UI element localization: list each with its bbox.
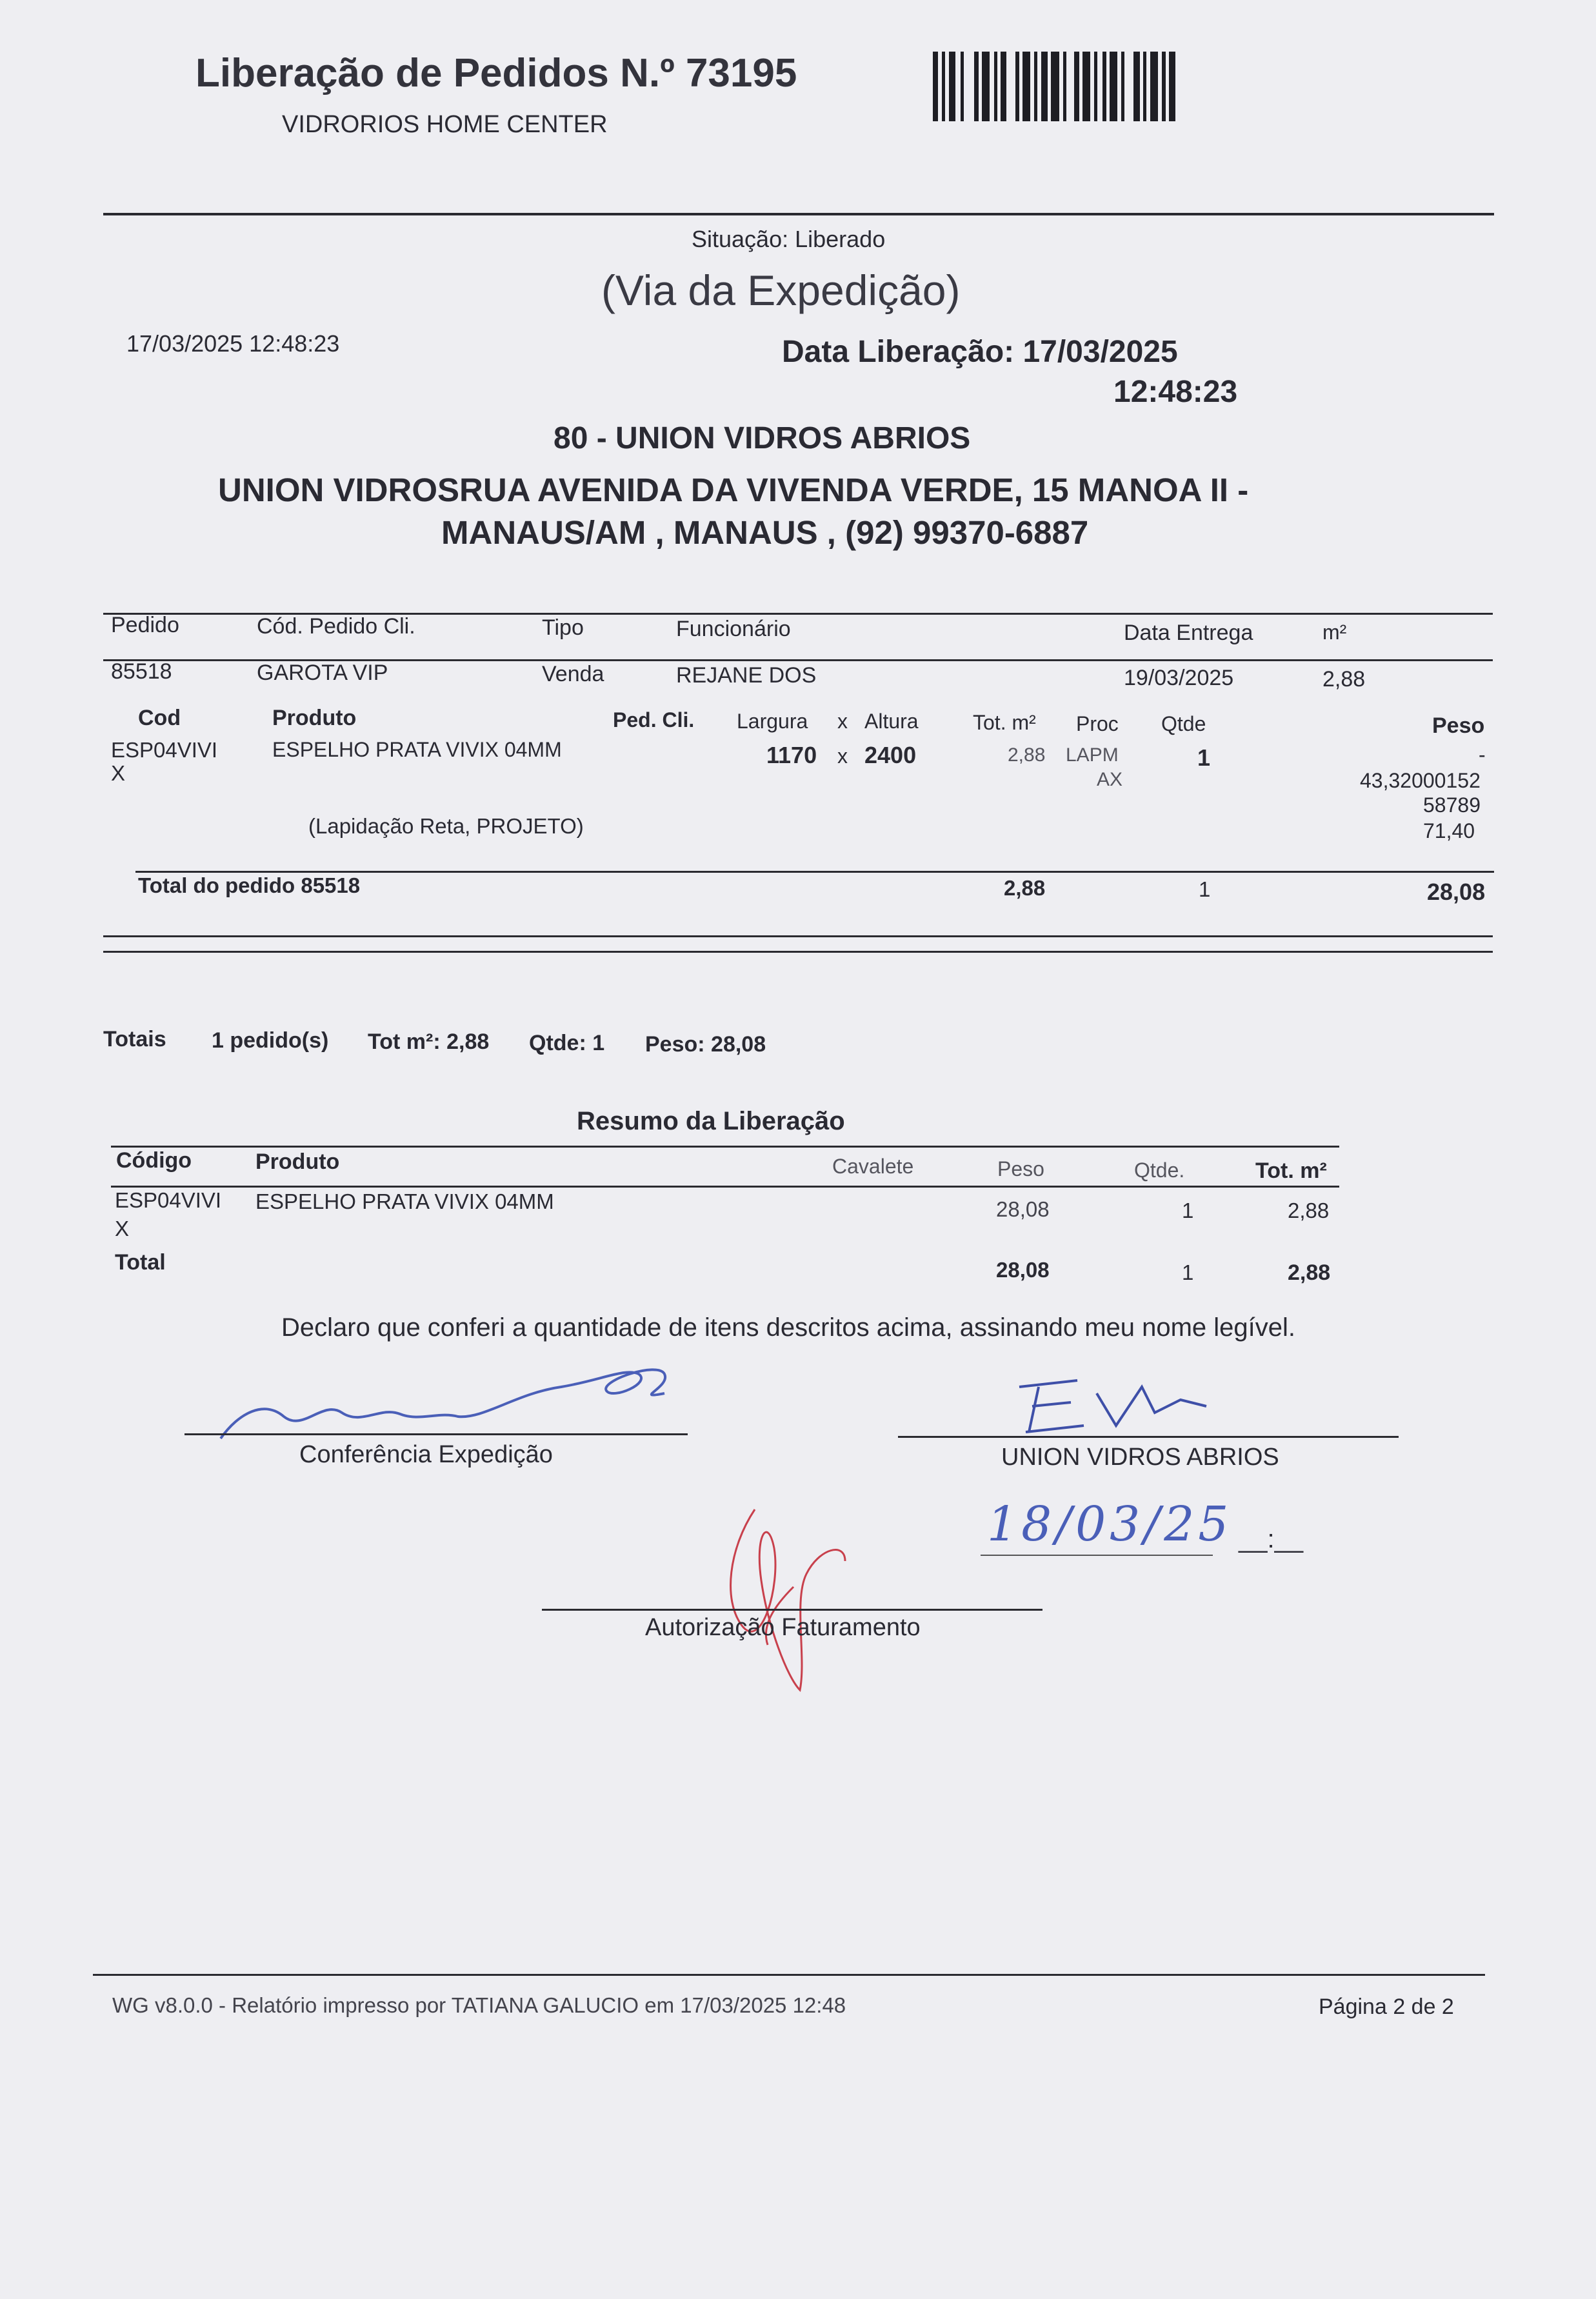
item-x: x <box>837 744 848 768</box>
resumo-qtde: 1 <box>1182 1199 1194 1222</box>
item-observation: (Lapidação Reta, PROJETO) <box>308 814 584 838</box>
order-m2: 2,88 <box>1322 667 1366 692</box>
item-col-x: x <box>837 710 848 733</box>
order-total-m2: 2,88 <box>1004 876 1046 900</box>
signature-conferencia <box>213 1355 690 1451</box>
resumo-total-label: Total <box>115 1250 166 1275</box>
resumo-peso: 28,08 <box>996 1197 1050 1221</box>
footer-rule <box>93 1974 1485 1976</box>
item-col-qtde: Qtde <box>1161 712 1206 735</box>
signature-autorizacao <box>716 1497 858 1703</box>
item-peso-line4: 71,40 <box>1423 819 1475 842</box>
client-address-line1: UNION VIDROSRUA AVENIDA DA VIVENDA VERDE, 15 MANOA II - <box>218 472 1249 508</box>
company-name: VIDRORIOS HOME CENTER <box>282 111 608 138</box>
item-total-rule <box>135 871 1494 873</box>
item-col-altura: Altura <box>864 710 919 733</box>
signature-line-conferencia <box>185 1433 688 1435</box>
release-time: 12:48:23 <box>1113 375 1238 409</box>
declaration-text: Declaro que conferi a quantidade de itens descritos acima, assinando meu nome legível. <box>281 1313 1296 1342</box>
order-pedido: 85518 <box>111 659 172 684</box>
client-code-name: 80 - UNION VIDROS ABRIOS <box>554 421 971 455</box>
time-blank: __:__ <box>1239 1525 1304 1553</box>
col-data-entrega-header: Data Entrega <box>1124 621 1253 645</box>
item-col-tot-m2: Tot. m² <box>973 711 1036 734</box>
order-funcionario: REJANE DOS <box>676 663 817 688</box>
item-col-cod: Cod <box>138 706 181 730</box>
header-divider <box>103 213 1494 215</box>
totais-label: Totais <box>103 1027 166 1051</box>
item-peso-line1: - <box>1479 743 1486 766</box>
item-cod-line1: ESP04VIVI <box>111 738 218 762</box>
totais-peso: Peso: 28,08 <box>645 1032 766 1057</box>
resumo-col-cavalete: Cavalete <box>832 1155 914 1178</box>
col-cod-pedido-cli-header: Cód. Pedido Cli. <box>257 614 415 639</box>
resumo-total-peso: 28,08 <box>996 1258 1050 1282</box>
resumo-col-tot-m2: Tot. m² <box>1255 1159 1327 1183</box>
release-date: Data Liberação: 17/03/2025 <box>782 335 1178 369</box>
footer-page-number: Página 2 de 2 <box>1319 1995 1454 2019</box>
section-divider-2 <box>103 951 1493 953</box>
order-total-peso: 28,08 <box>1427 879 1486 905</box>
cliente-label: UNION VIDROS ABRIOS <box>1001 1444 1279 1471</box>
order-tipo: Venda <box>542 662 604 686</box>
totais-pedidos: 1 pedido(s) <box>212 1028 329 1053</box>
item-col-proc: Proc <box>1076 712 1119 735</box>
item-largura: 1170 <box>766 742 817 768</box>
resumo-col-qtde: Qtde. <box>1134 1159 1185 1182</box>
item-proc-line2: AX <box>1097 769 1123 790</box>
item-tot-m2: 2,88 <box>1008 744 1046 766</box>
client-address-line2: MANAUS/AM , MANAUS , (92) 99370-6887 <box>441 514 1089 551</box>
order-total-label: Total do pedido 85518 <box>138 873 361 897</box>
resumo-produto: ESPELHO PRATA VIVIX 04MM <box>255 1189 554 1213</box>
resumo-codigo-line2: X <box>115 1217 130 1240</box>
resumo-title: Resumo da Liberação <box>577 1107 845 1135</box>
item-peso-line2: 43,32000152 <box>1360 769 1481 792</box>
resumo-header-rule <box>111 1186 1339 1188</box>
handwritten-date: 18/03/25 <box>987 1497 1233 1552</box>
footer-printed-by: WG v8.0.0 - Relatório impresso por TATIANA GALUCIO em 17/03/2025 12:48 <box>112 1993 846 2017</box>
item-cod-line2: X <box>111 761 126 785</box>
totais-m2: Tot m²: 2,88 <box>368 1030 490 1054</box>
conferencia-label: Conferência Expedição <box>299 1441 553 1468</box>
item-peso-line3: 58789 <box>1423 793 1481 817</box>
resumo-total-tot-m2: 2,88 <box>1288 1260 1331 1285</box>
signature-cliente <box>1013 1374 1219 1438</box>
printed-datetime: 17/03/2025 12:48:23 <box>126 330 340 357</box>
order-data-entrega: 19/03/2025 <box>1124 666 1234 690</box>
resumo-total-qtde: 1 <box>1182 1260 1194 1284</box>
order-cod-pedido-cli: GAROTA VIP <box>257 661 388 685</box>
item-proc-line1: LAPM <box>1066 744 1119 766</box>
item-col-produto: Produto <box>272 706 357 730</box>
resumo-codigo-line1: ESP04VIVI <box>115 1188 222 1212</box>
resumo-top-rule <box>111 1146 1339 1148</box>
page-title: Liberação de Pedidos N.º 73195 <box>195 51 797 95</box>
autorizacao-label: Autorização Faturamento <box>645 1614 921 1641</box>
order-total-qtde: 1 <box>1199 877 1211 901</box>
item-altura: 2400 <box>864 742 917 768</box>
barcode <box>933 52 1175 121</box>
item-col-peso: Peso <box>1432 713 1485 738</box>
resumo-col-peso: Peso <box>997 1157 1044 1180</box>
date-underline <box>981 1555 1213 1556</box>
item-col-largura: Largura <box>737 710 808 733</box>
resumo-tot-m2: 2,88 <box>1288 1199 1330 1222</box>
resumo-col-produto: Produto <box>255 1150 340 1174</box>
col-tipo-header: Tipo <box>542 615 584 640</box>
col-pedido-header: Pedido <box>111 613 179 637</box>
signature-line-autorizacao <box>542 1609 1042 1611</box>
col-m2-header: m² <box>1322 621 1347 644</box>
via-label: (Via da Expedição) <box>601 266 961 314</box>
section-divider-1 <box>103 935 1493 937</box>
totais-qtde: Qtde: 1 <box>529 1031 605 1055</box>
item-produto: ESPELHO PRATA VIVIX 04MM <box>272 738 562 761</box>
item-col-ped-cli: Ped. Cli. <box>613 708 695 732</box>
status-text: Situação: Liberado <box>692 226 886 252</box>
item-qtde: 1 <box>1197 744 1211 771</box>
resumo-col-codigo: Código <box>116 1148 192 1173</box>
col-funcionario-header: Funcionário <box>676 617 791 641</box>
signature-line-cliente <box>898 1436 1399 1438</box>
